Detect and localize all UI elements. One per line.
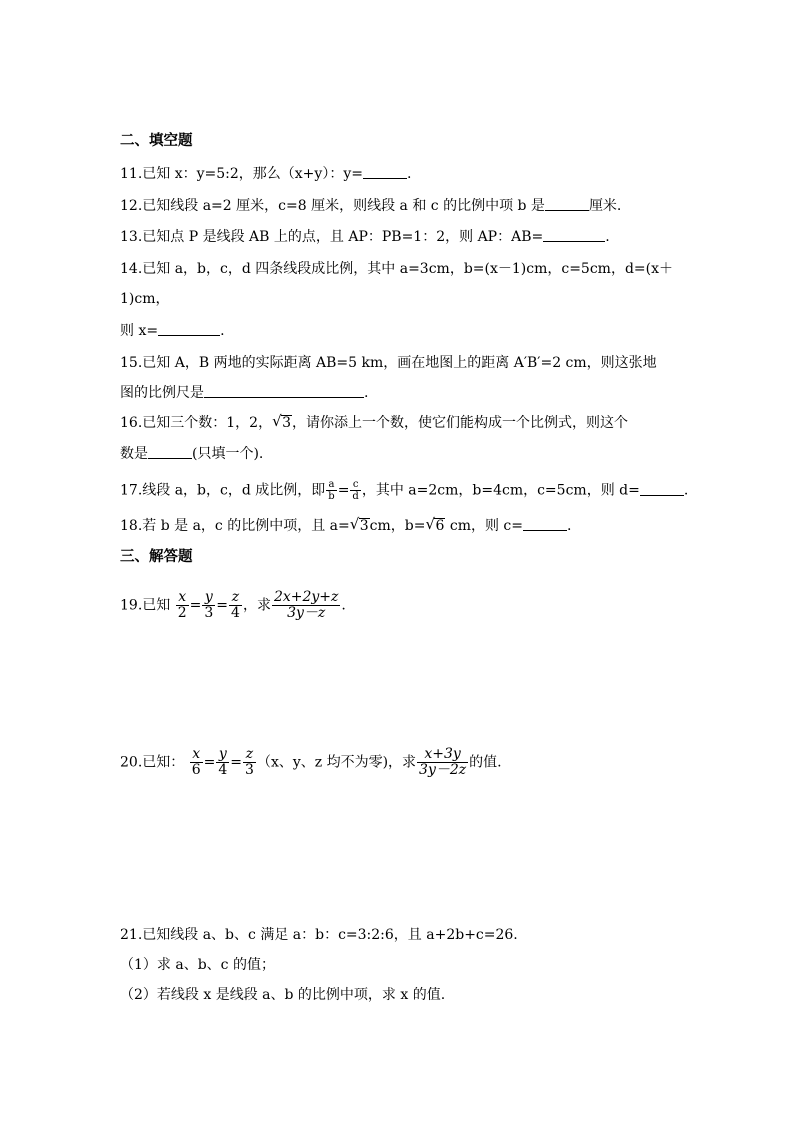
q18-text-post: cm，则 c= (445, 518, 523, 534)
frac-denominator: 2 (177, 605, 187, 621)
fraction-x-over-6 (190, 747, 203, 778)
question-15-line1: 15.已知 A，B 两地的实际距离 AB=5 km，画在地图上的距离 A′B′=2 cm，则这张地 (120, 355, 657, 371)
q14-end: . (220, 323, 225, 339)
question-18 (120, 516, 571, 536)
q20-end: 的值. (469, 754, 502, 771)
fraction-a-over-b (326, 479, 336, 502)
q18-answer-blank[interactable] (523, 516, 567, 531)
equals-sign: = (189, 597, 202, 614)
equals-sign: = (337, 482, 350, 499)
frac-denominator: b (328, 491, 335, 502)
frac-numerator: x (176, 590, 189, 606)
q13-answer-blank[interactable] (543, 227, 605, 242)
question-14-line3 (120, 321, 225, 341)
q19-end: . (341, 597, 346, 614)
question-20 (120, 747, 502, 778)
equals-sign: = (230, 754, 243, 771)
fraction-z-over-3 (243, 747, 256, 778)
q13-text: 13.已知点 P 是线段 AB 上的点，且 AP：PB=1：2，则 AP：AB= (120, 229, 544, 245)
sqrt-radicand: 6 (435, 518, 445, 534)
question-11 (120, 164, 411, 184)
q11-end: . (406, 166, 412, 182)
question-21-line1: 21.已知线段 a、b、c 满足 a：b：c=3:2:6，且 a+2b+c=26. (120, 927, 518, 943)
equals-sign: = (216, 597, 229, 614)
frac-denominator: 4 (218, 762, 228, 778)
q18-text-mid: cm，b= (369, 518, 426, 534)
frac-numerator: c (350, 479, 360, 491)
frac-denominator: 3y－2z (419, 762, 467, 778)
q12-answer-blank[interactable] (545, 196, 589, 211)
frac-denominator: 6 (191, 762, 201, 778)
q20-text: 20.已知： (120, 754, 185, 771)
q19-text-mid: ，求 (242, 597, 271, 614)
q16-text-c: 数是 (120, 446, 148, 462)
q13-end: . (605, 229, 610, 245)
q14-answer-blank[interactable] (158, 321, 220, 336)
q17-text: 17.线段 a，b，c，d 成比例，即 (120, 482, 326, 499)
frac-denominator: 3 (245, 762, 254, 778)
frac-numerator: a (326, 479, 336, 491)
question-16-line1 (120, 413, 628, 433)
sqrt-expression: √ 3 (349, 515, 369, 534)
q17-text-post: ，其中 a=2cm，b=4cm，c=5cm，则 d= (361, 482, 640, 499)
question-12 (120, 196, 621, 216)
q20-text-mid: （x、y、z 均不为零)，求 (256, 754, 417, 771)
q12-text: 12.已知线段 a=2 厘米，c=8 厘米，则线段 a 和 c 的比例中项 b 是 (120, 198, 545, 214)
frac-numerator: z (243, 747, 256, 763)
fraction-expression (417, 747, 468, 778)
frac-numerator: y (216, 747, 229, 763)
frac-numerator: y (202, 590, 215, 606)
q17-end: . (683, 482, 689, 499)
frac-denominator: 3 (204, 605, 214, 621)
q18-end: . (567, 518, 572, 534)
sqrt-expression: √ 6 (425, 515, 445, 534)
question-16-line2 (120, 444, 263, 464)
q19-text: 19.已知 (120, 597, 171, 614)
sqrt-expression: √ 3 (272, 412, 292, 431)
sqrt-radicand: 3 (282, 415, 292, 431)
fraction-y-over-3 (202, 590, 215, 621)
q11-text: 11.已知 x：y=5:2，那么（x+y）：y= (120, 166, 363, 182)
section-heading-fill-in: 二、填空题 (120, 132, 193, 149)
q16-answer-blank[interactable] (148, 444, 192, 459)
fraction-z-over-4 (229, 590, 242, 621)
frac-denominator: 3y－z (287, 605, 326, 621)
sqrt-radicand: 3 (359, 518, 369, 534)
question-15-line2 (120, 383, 368, 403)
frac-denominator: d (352, 491, 359, 502)
frac-numerator: x (190, 747, 203, 763)
question-21-part1: （1）求 a、b、c 的值； (120, 957, 275, 973)
question-21-part2: （2）若线段 x 是线段 a、b 的比例中项，求 x 的值. (120, 987, 446, 1003)
question-17 (120, 479, 688, 502)
equals-sign: = (203, 754, 216, 771)
q16-text-b: ，请你添上一个数，使它们能构成一个比例式，则这个 (292, 415, 629, 431)
q14-text: 则 x= (120, 323, 159, 339)
question-14-line1: 14.已知 a，b，c，d 四条线段成比例，其中 a=3cm，b=(x－1)cm，c=5cm，d=(x＋ (120, 261, 674, 277)
q15-end: . (364, 385, 369, 401)
q16-text-a: 16.已知三个数：1，2， (120, 415, 273, 431)
q15-text: 图的比例尺是 (120, 385, 204, 401)
question-13 (120, 227, 610, 247)
fraction-y-over-4 (216, 747, 229, 778)
fraction-x-over-2 (176, 590, 189, 621)
q15-answer-blank[interactable] (204, 383, 364, 398)
question-14-line2: 1)cm， (120, 291, 170, 307)
q11-answer-blank[interactable] (363, 164, 407, 179)
frac-numerator: z (229, 590, 242, 606)
question-19 (120, 590, 346, 621)
section-heading-solve: 三、解答题 (120, 548, 193, 565)
frac-numerator: 2x+2y+z (273, 589, 339, 605)
q16-text-d: (只填一个). (192, 446, 264, 462)
frac-numerator: x+3y (417, 747, 468, 763)
fraction-expression (272, 590, 340, 621)
frac-denominator: 4 (231, 605, 240, 621)
q17-answer-blank[interactable] (640, 481, 684, 496)
fraction-c-over-d (350, 479, 360, 502)
q18-text: 18.若 b 是 a，c 的比例中项，且 a= (120, 518, 350, 534)
q12-end: 厘米. (588, 198, 622, 214)
